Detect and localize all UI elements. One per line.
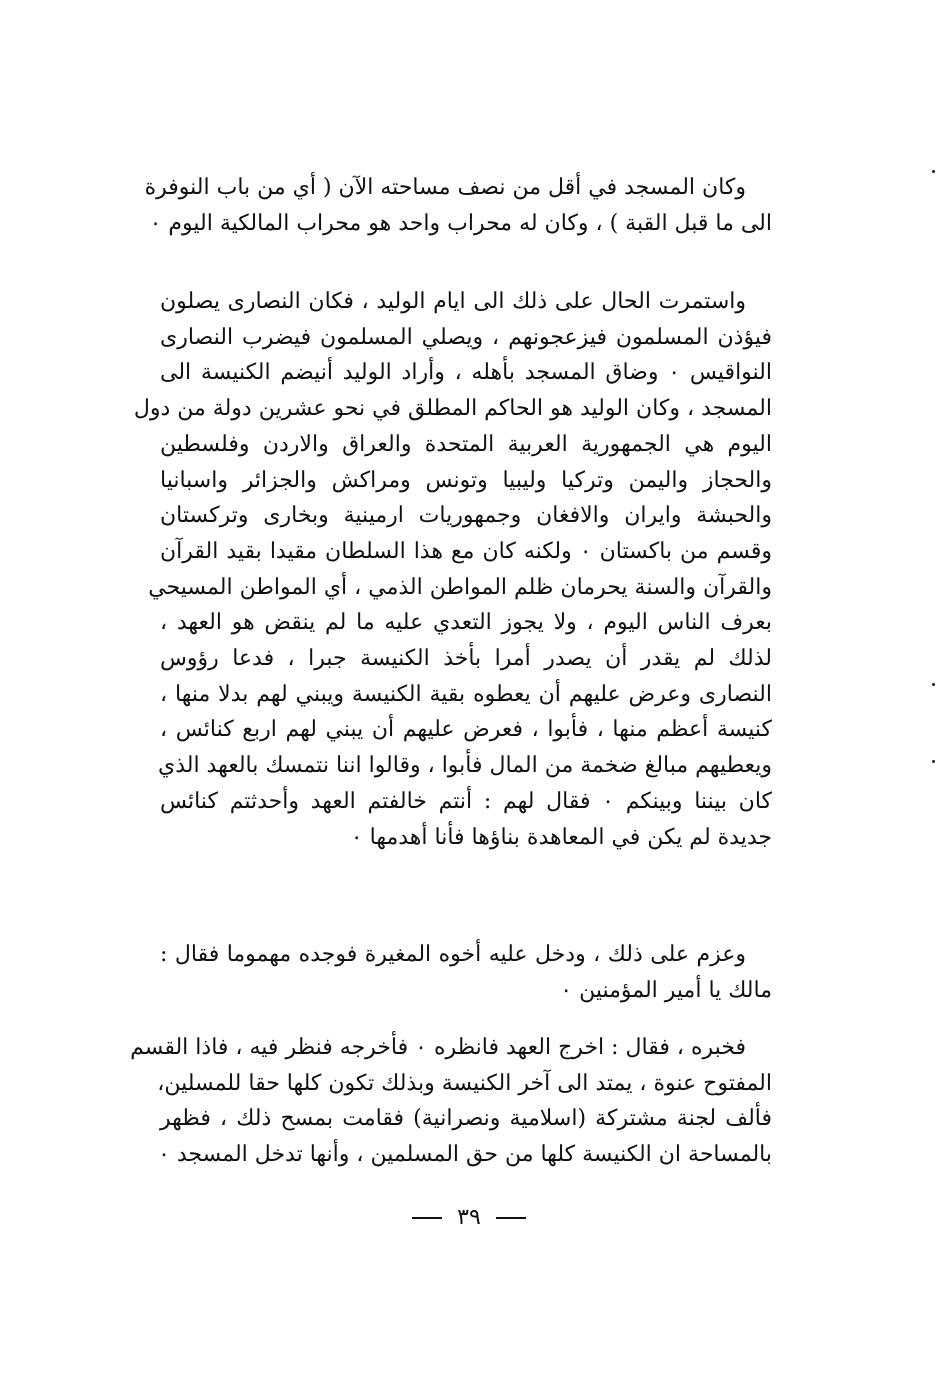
paragraph-line: بعرف الناس اليوم ، ولا يجوز التعدي عليه ما لم ينقض هو العهد ، [160, 610, 772, 636]
paragraph-line: جديدة لم يكن في المعاهدة بناؤها فأنا أهدمها ٠ [350, 824, 772, 850]
paragraph-line: فيؤذن المسلمون فيزعجونهم ، ويصلي المسلمون فيضرب النصارى [160, 324, 772, 350]
page-number-dash [412, 1217, 442, 1219]
paragraph-3 [160, 937, 772, 1008]
paragraph-line: النواقيس ٠ وضاق المسجد بأهله ، وأراد الوليد أنيضم الكنيسة الى [160, 360, 772, 386]
paragraph-line: المسجد ، وكان الوليد هو الحاكم المطلق في نحو عشرين دولة من دول [133, 396, 772, 422]
paragraph-line: ويعطيهم مبالغ ضخمة من المال فأبوا ، وقالوا اننا نتمسك بالعهد الذي [157, 753, 772, 779]
paragraph-line: اليوم هي الجمهورية العربية المتحدة والعراق والاردن وفلسطين [160, 431, 772, 457]
page-number [0, 1205, 938, 1230]
scan-speck [932, 760, 935, 763]
paragraph-line: مالك يا أمير المؤمنين ٠ [560, 977, 772, 1003]
paragraph-line: والحجاز واليمن وتركيا وليبيا وتونس ومراكش والجزائر واسبانيا [160, 467, 772, 493]
paragraph-line: النصارى وعرض عليهم أن يعطوه بقية الكنيسة ويبني لهم بدلا منها ، [160, 681, 772, 707]
paragraph-4 [130, 1030, 772, 1173]
paragraph-line: كنيسة أعظم منها ، فأبوا ، فعرض عليهم أن يبني لهم اربع كنائس ، [160, 717, 772, 743]
scan-speck [932, 170, 935, 173]
paragraph-line: الى ما قبل القبة ) ، وكان له محراب واحد هو محراب المالكية اليوم ٠ [149, 210, 772, 236]
paragraph-line: كان بيننا وبينكم ٠ فقال لهم : أنتم خالفتم العهد وأحدثتم كنائس [160, 788, 772, 814]
paragraph-line: بالمساحة ان الكنيسة كلها من حق المسلمين ، وأنها تدخل المسجد ٠ [158, 1142, 772, 1168]
page-number-value: ٣٩ [457, 1205, 481, 1230]
paragraph-line: وعزم على ذلك ، ودخل عليه أخوه المغيرة فوجده مهموما فقال : [160, 942, 746, 967]
paragraph-line: لذلك لم يقدر أن يصدر أمرا بأخذ الكنيسة جبرا ، فدعا رؤوس [160, 646, 772, 672]
paragraph-line: واستمرت الحال على ذلك الى ايام الوليد ، فكان النصارى يصلون [160, 289, 746, 314]
paragraph-line: فألف لجنة مشتركة (اسلامية ونصرانية) فقامت بمسح ذلك ، فظهر [160, 1106, 772, 1132]
paragraph-line: والحبشة وايران والافغان وجمهوريات ارمينية وبخارى وتركستان [160, 503, 772, 529]
scan-speck [932, 683, 935, 686]
paragraph-line: وكان المسجد في أقل من نصف مساحته الآن ( أي من باب النوفرة [144, 175, 746, 200]
paragraph-2 [133, 284, 773, 855]
page-number-dash [496, 1217, 526, 1219]
paragraph-line: المفتوح عنوة ، يمتد الى آخر الكنيسة وبذلك تكون كلها حقا للمسلين، [157, 1070, 772, 1096]
paragraph-line: وقسم من باكستان ٠ ولكنه كان مع هذا السلطان مقيدا بقيد القرآن [160, 538, 773, 564]
paragraph-1 [144, 170, 772, 241]
paragraph-line: والقرآن والسنة يحرمان ظلم المواطن الذمي ، أي المواطن المسيحي [148, 574, 772, 600]
paragraph-line: فخبره ، فقال : اخرج العهد فانظره ٠ فأخرجه فنظر فيه ، فاذا القسم [130, 1035, 746, 1060]
